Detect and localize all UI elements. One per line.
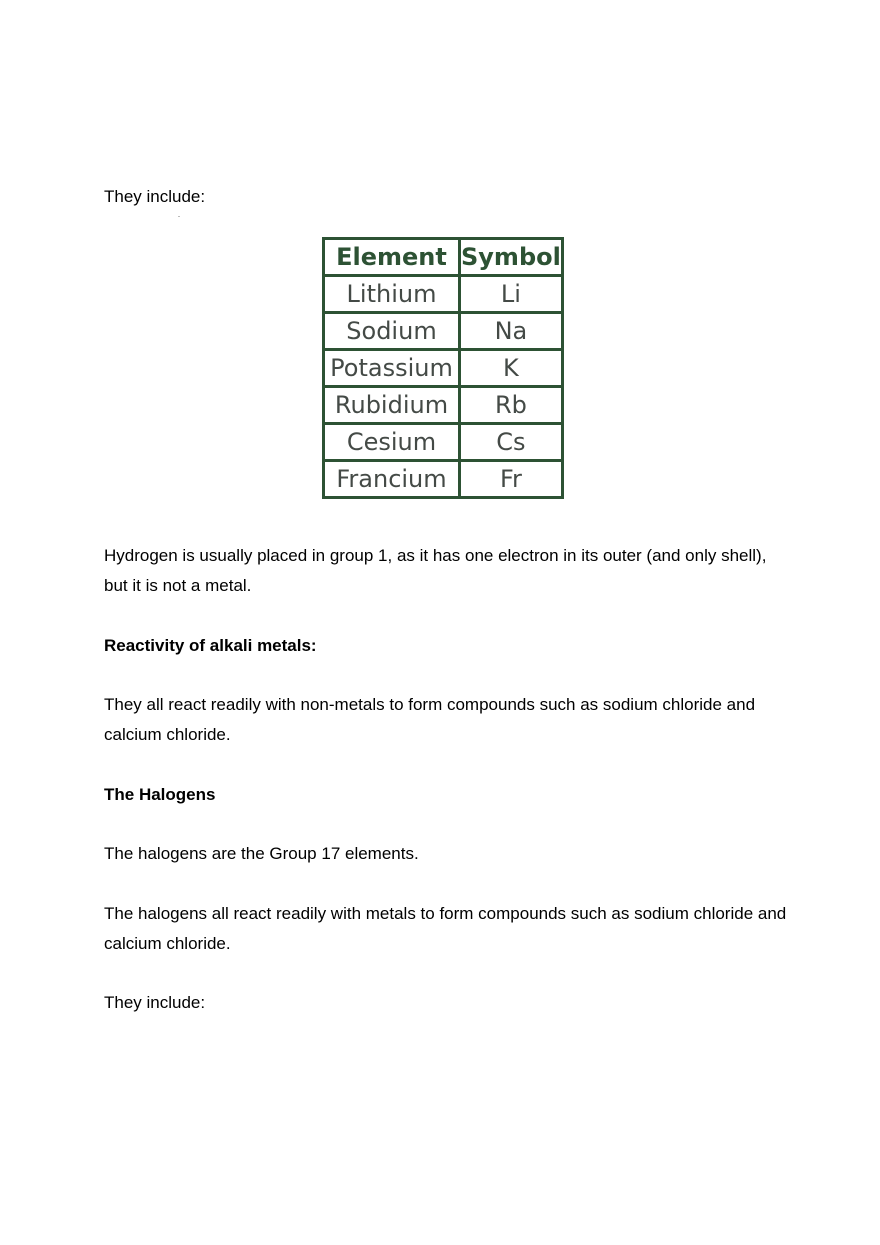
- table-row: [324, 350, 563, 387]
- stray-mark: [178, 216, 180, 217]
- table-row: [324, 461, 563, 498]
- elements-table: [322, 237, 564, 499]
- intro-text-2: They include:: [104, 993, 206, 1012]
- element-symbol: Rb: [460, 387, 563, 424]
- group17-paragraph: The halogens are the Group 17 elements.: [104, 844, 419, 863]
- element-name: Sodium: [324, 313, 460, 350]
- element-symbol: Li: [460, 276, 563, 313]
- element-symbol: Cs: [460, 424, 563, 461]
- table-row: [324, 313, 563, 350]
- header-symbol: Symbol: [460, 239, 563, 276]
- element-name: Rubidium: [324, 387, 460, 424]
- halogens-reactivity-paragraph: The halogens all react readily with metals to form compounds such as sodium chloride and calcium chloride.: [104, 904, 787, 953]
- reactivity-paragraph: They all react readily with non-metals to form compounds such as sodium chloride and calcium chloride.: [104, 695, 756, 744]
- table-row: [324, 276, 563, 313]
- hydrogen-paragraph: Hydrogen is usually placed in group 1, as it has one electron in its outer (and only shell), but it is not a metal.: [104, 546, 767, 595]
- element-symbol: Fr: [460, 461, 563, 498]
- table-header-row: [324, 239, 563, 276]
- element-name: Cesium: [324, 424, 460, 461]
- element-name: Francium: [324, 461, 460, 498]
- reactivity-heading: Reactivity of alkali metals:: [104, 636, 317, 655]
- header-element: Element: [324, 239, 460, 276]
- alkali-metals-table: [322, 237, 564, 499]
- element-name: Lithium: [324, 276, 460, 313]
- table-row: [324, 424, 563, 461]
- element-symbol: K: [460, 350, 563, 387]
- halogens-heading: The Halogens: [104, 785, 216, 804]
- intro-text: They include:: [104, 187, 206, 206]
- element-symbol: Na: [460, 313, 563, 350]
- element-name: Potassium: [324, 350, 460, 387]
- table-row: [324, 387, 563, 424]
